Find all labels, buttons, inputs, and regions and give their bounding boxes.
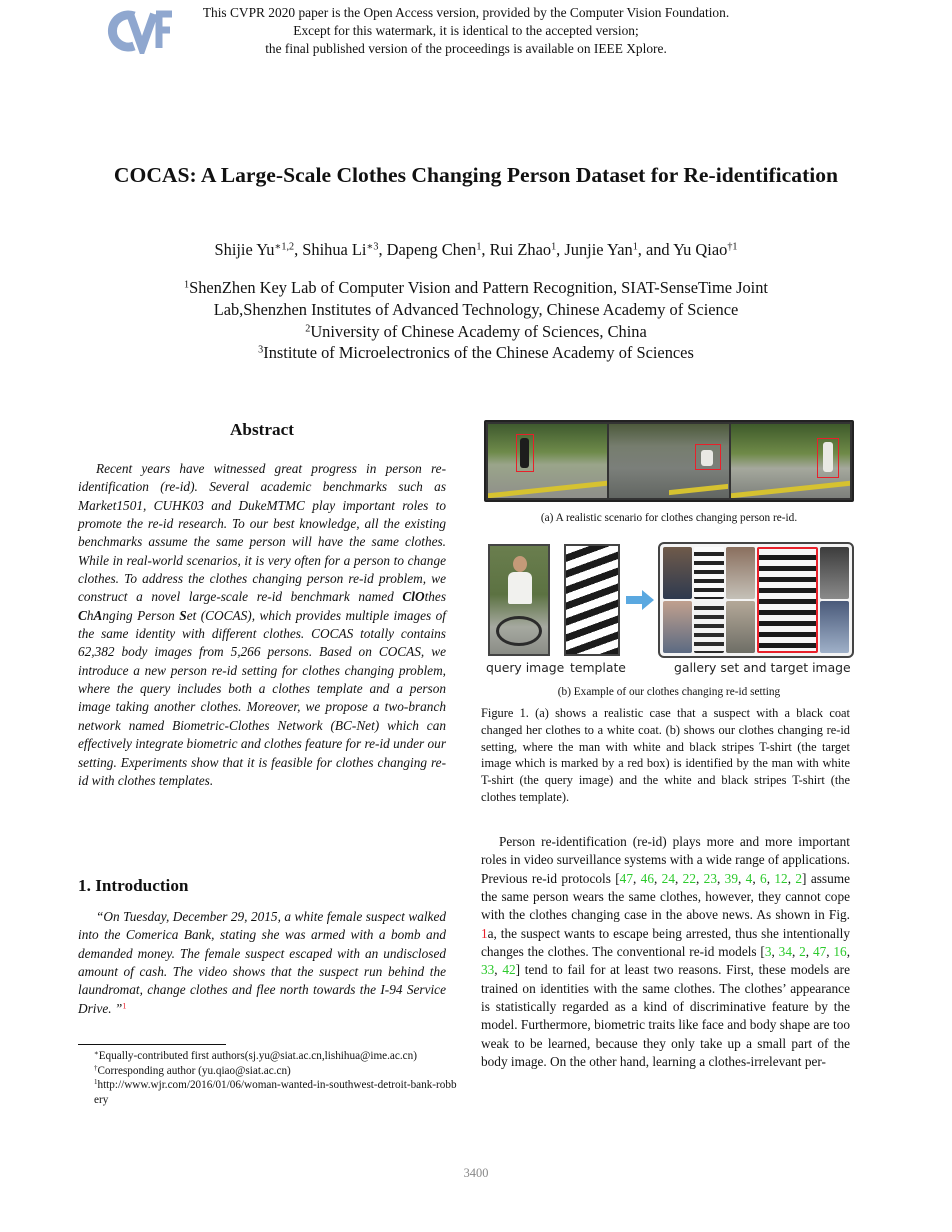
watermark-line: Except for this watermark, it is identical to the accepted version; xyxy=(293,23,639,38)
citation-link[interactable]: 2 xyxy=(795,870,803,886)
query-image xyxy=(488,544,550,656)
suspect-bounding-box xyxy=(516,434,534,472)
introduction-paragraph xyxy=(481,833,850,1071)
dataset-name-initial: S xyxy=(179,607,187,623)
curb-stripe xyxy=(731,481,850,498)
affiliation-number: 1 xyxy=(184,279,190,291)
footnote xyxy=(78,1078,458,1107)
footnote-link[interactable]: 1 xyxy=(122,1001,127,1011)
citation-link[interactable]: 3 xyxy=(764,944,772,960)
cvf-logo xyxy=(104,8,174,54)
citation-link[interactable]: 23 xyxy=(703,870,717,886)
watermark-line: the final published version of the proceedings is available on IEEE Xplore. xyxy=(265,41,667,56)
citation-link[interactable]: 24 xyxy=(661,870,675,886)
dataset-name-initial: C xyxy=(78,607,87,623)
citation-link[interactable]: 22 xyxy=(682,870,696,886)
affiliation-number: 3 xyxy=(258,344,264,356)
quote-text: “On Tuesday, December 29, 2015, a white female suspect walked into the Comerica Bank, stating she was armed with a bomb and demanded money. The female suspect escaped with an undisclosed amount of cash. The video shows that the suspect run behind the laundromat, change clothes and flee north towards the I-94 Service Drive. ” xyxy=(78,909,446,1016)
watermark-line: This CVPR 2020 paper is the Open Access version, provided by the Computer Vision Foundation. xyxy=(202,5,730,20)
citation-link[interactable]: 39 xyxy=(724,870,738,886)
dataset-name-initial: ClO xyxy=(402,589,425,605)
footnotes xyxy=(78,1049,458,1107)
footnote-url[interactable]: http://www.wjr.com/2016/01/06/woman-wanted-in-southwest-detroit-bank-robbery xyxy=(94,1079,457,1106)
footnote-mark: † xyxy=(94,1063,98,1072)
author-affiliation-mark: ∗3 xyxy=(366,241,379,253)
affiliation-line xyxy=(60,321,892,343)
dataset-name-initial: A xyxy=(93,607,103,623)
body-text: ] tend to fail for at least two reasons. First, these models are trained on identities with the same clothes. The clothes’ appearance is statistically regarded as a kind of discriminative feature by the model. Furthermore, biometric traits like face and body shape are too weak to be learned, because they only take up a small part of the body image. On the other hand, learning a clothes-irrelevant per- xyxy=(481,962,851,1070)
affiliation-number: 2 xyxy=(305,323,311,335)
gallery-image xyxy=(663,547,692,599)
author-affiliation-mark: 1 xyxy=(551,241,557,253)
clothes-template-image xyxy=(564,544,620,656)
citation-link[interactable]: 6 xyxy=(760,870,767,886)
gallery-set xyxy=(658,542,854,658)
figure-1a-caption: (a) A realistic scenario for clothes changing person re-id. xyxy=(540,512,798,524)
author-affiliation-mark: 1 xyxy=(632,241,638,253)
affiliation-text: Institute of Microelectronics of the Chinese Academy of Sciences xyxy=(263,343,694,363)
affiliation-line xyxy=(60,299,892,321)
figure-1-caption: Figure 1. (a) shows a realistic case that a suspect with a black coat changed her clothes to a white coat. (b) shows our clothes changing re-id setting, where the man with white and black stripes T-shirt (the target image which is marked by a red box) is identified by the man with white T-shirt (the query image) and the white and black stripes T-shirt (the clothes template). xyxy=(481,706,850,804)
citation-link[interactable]: 2 xyxy=(799,944,806,960)
citation-link[interactable]: 12 xyxy=(774,870,788,886)
author-list xyxy=(40,238,912,262)
footnote xyxy=(78,1064,458,1079)
citation-link[interactable]: 42 xyxy=(502,962,516,978)
gallery-image xyxy=(694,601,723,653)
gallery-image xyxy=(726,547,755,599)
suspect-bounding-box xyxy=(695,444,721,470)
gallery-image xyxy=(663,601,692,653)
body-text: ] assume the same person wears the same clothes, however, they cannot cope with the clothes changing case in the above news. As shown in Fig. xyxy=(481,870,850,923)
introduction-quote xyxy=(78,908,446,1018)
template-label: template xyxy=(570,660,626,675)
figure-1b-caption: (b) Example of our clothes changing re-id setting xyxy=(557,686,781,698)
gallery-label: gallery set and target image xyxy=(674,660,851,675)
author-affiliation-mark: ∗1,2 xyxy=(274,241,295,253)
page-number: 3400 xyxy=(463,1166,489,1180)
citation-link[interactable]: 16 xyxy=(833,944,847,960)
citation-link[interactable]: 47 xyxy=(619,870,633,886)
bicycle xyxy=(496,616,542,646)
paper-title: COCAS: A Large-Scale Clothes Changing Person Dataset for Re-identification xyxy=(113,163,839,187)
body-text: a, the suspect wants to escape being arrested, thus she intentionally changes the clothes. The conventional re-id models [ xyxy=(481,925,850,960)
citation-link[interactable]: 47 xyxy=(812,944,827,960)
citation-link[interactable]: 4 xyxy=(745,870,753,886)
abstract-text: et (COCAS), which provides multiple images of the same identity with different clothes. COCAS totally contains 62,382 body images from 5,266 persons. Based on COCAS, we introduce a new person re-id setting for clothes changing problem, where the query includes both a clothes template and a person image taking another clothes. Moreover, we propose a two-branch network named Biometric-Clothes Network (BC-Net) which can effectively integrate biometric and clothes feature for re-id under our setting. Experiments show that it is feasible for clothes changing re-id with clothes templates. xyxy=(78,607,446,788)
author-separator: , xyxy=(294,240,303,259)
body-text: Person re-identification (re-id) plays more and more important roles in video surveillance systems with a wide range of applications. Previous re-id protocols [ xyxy=(481,834,850,886)
citation-link[interactable]: 34 xyxy=(778,944,792,960)
introduction-heading: 1. Introduction xyxy=(78,876,189,895)
citation-group: 47, 46, 24, 22, 23, 39, 4, 6, 12, 2 xyxy=(619,870,803,886)
dataset-name-part: h xyxy=(86,607,94,623)
abstract-heading: Abstract xyxy=(230,420,294,439)
affiliation-text: ShenZhen Key Lab of Computer Vision and Pattern Recognition, SIAT-SenseTime Joint xyxy=(189,278,768,297)
figure-1b-setting xyxy=(484,540,856,678)
dataset-name-part: nging Person xyxy=(102,607,180,623)
citation-link[interactable]: 33 xyxy=(481,962,495,978)
abstract-section xyxy=(78,418,446,790)
gallery-image xyxy=(820,601,849,653)
author-name: Yu Qiao xyxy=(673,240,728,259)
author-separator: , xyxy=(378,240,387,259)
author-name: Shihua Li xyxy=(302,240,367,259)
figure-1a-surveillance-strip xyxy=(484,420,854,502)
gallery-image xyxy=(694,547,723,599)
dataset-name-part: thes xyxy=(424,589,446,605)
author-name: Shijie Yu xyxy=(214,240,275,259)
gallery-image xyxy=(820,547,849,599)
suspect-bounding-box xyxy=(817,438,839,478)
target-image xyxy=(757,547,818,653)
author-affiliation-mark: 1 xyxy=(476,241,482,253)
footnote-text: Equally-contributed first authors(sj.yu@siat.ac.cn,lishihua@ime.ac.cn) xyxy=(98,1050,417,1062)
author-name: Junjie Yan xyxy=(564,240,633,259)
query-image-label: query image xyxy=(486,660,565,675)
arrow-right-icon xyxy=(626,590,654,610)
surveillance-frame xyxy=(609,424,728,498)
curb-stripe xyxy=(669,484,728,495)
author-name: Rui Zhao xyxy=(489,240,552,259)
footnote-mark: ∗ xyxy=(94,1049,99,1058)
query-person-head xyxy=(513,556,527,572)
citation-group: 3, 34, 2, 47, 16, 33, 42 xyxy=(481,944,851,978)
surveillance-frame xyxy=(488,424,607,498)
footnote-mark: 1 xyxy=(94,1078,98,1087)
affiliation-text: University of Chinese Academy of Sciences, China xyxy=(310,321,647,341)
affiliation-line xyxy=(60,342,892,364)
author-separator: , xyxy=(481,240,490,259)
open-access-watermark xyxy=(180,4,752,58)
curb-stripe xyxy=(488,481,607,498)
affiliation-line xyxy=(60,277,892,299)
footnote-rule xyxy=(78,1044,226,1045)
author-separator: , xyxy=(556,240,565,259)
gallery-image xyxy=(726,601,755,653)
abstract-text: Recent years have witnessed great progress in person re-identification (re-id). Several academic benchmarks such as Market1501, CUHK03 and DukeMTMC play important roles to promote the re-id research. To our best knowledge, all the existing benchmarks assume the same person will have the same clothes. While in real-world scenarios, it is very often for a person to change clothes. To address the clothes changing person re-id problem, we construct a novel large-scale re-id benchmark named xyxy=(78,461,446,605)
surveillance-frame xyxy=(731,424,850,498)
affiliation-list xyxy=(60,277,892,364)
figure-reference-link[interactable]: 1 xyxy=(481,925,488,941)
abstract-paragraph xyxy=(78,460,446,790)
footnote xyxy=(78,1049,458,1064)
author-affiliation-mark: †1 xyxy=(727,241,738,253)
author-separator: , and xyxy=(637,240,674,259)
footnote-text: Corresponding author (yu.qiao@siat.ac.cn) xyxy=(97,1064,291,1077)
citation-link[interactable]: 46 xyxy=(640,870,654,886)
query-person-shirt xyxy=(508,572,532,604)
author-name: Dapeng Chen xyxy=(386,240,477,259)
affiliation-text: Lab,Shenzhen Institutes of Advanced Technology, Chinese Academy of Science xyxy=(213,299,739,319)
